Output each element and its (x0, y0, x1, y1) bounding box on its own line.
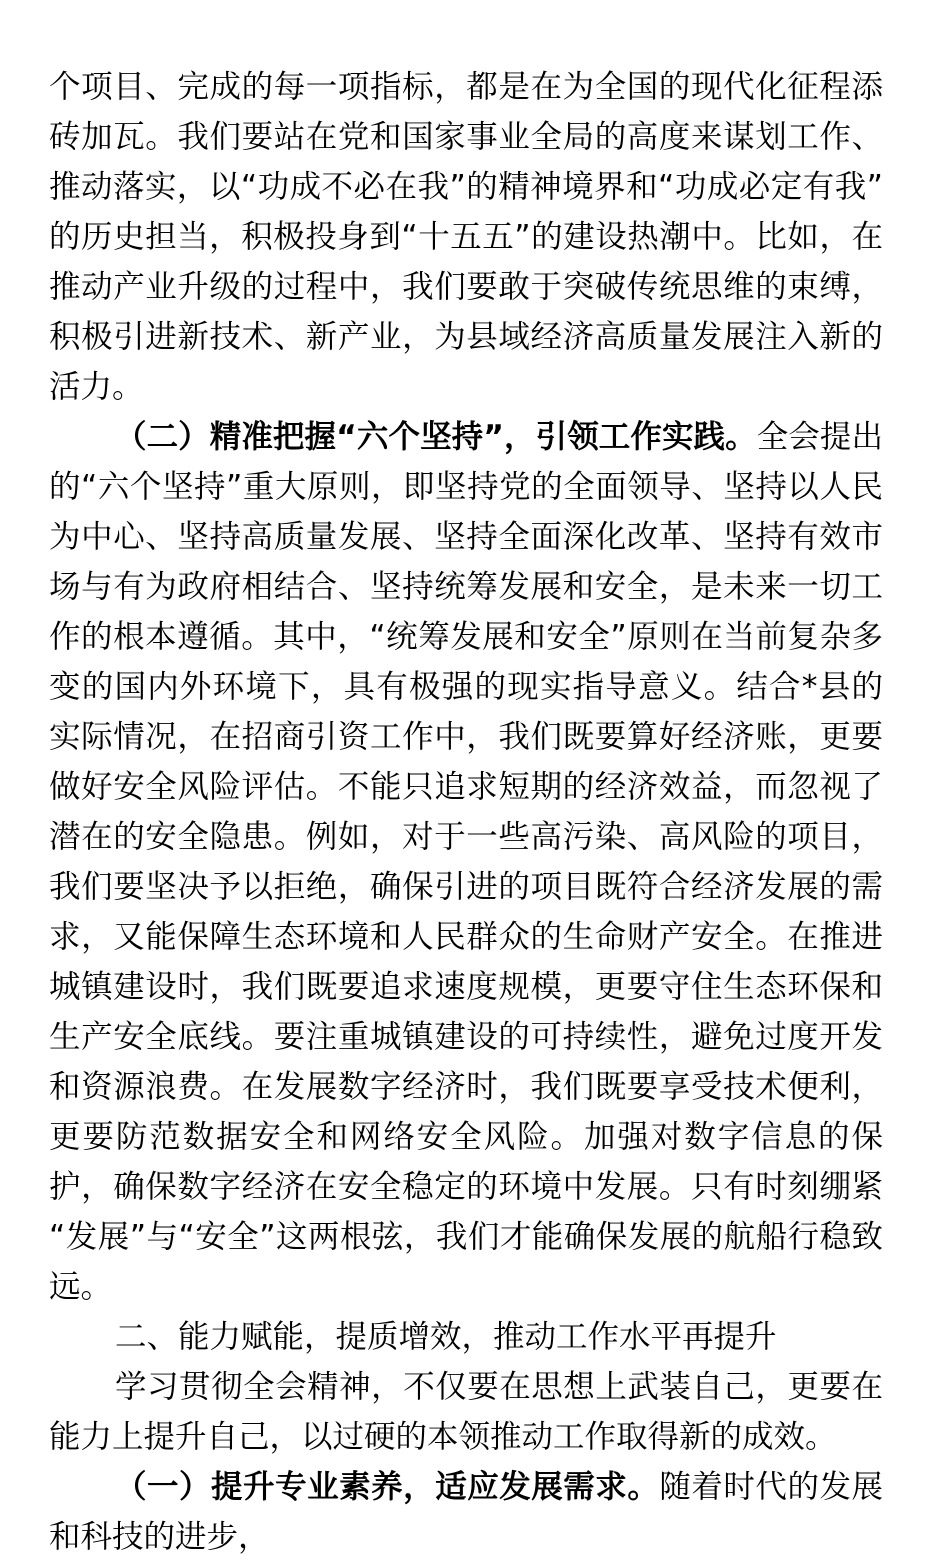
document-text-body (49, 62, 883, 1562)
subheading-lead-one: （一）提升专业素养，适应发展需求。 (115, 1469, 660, 1505)
paragraph-six-adherences (49, 412, 883, 1312)
paragraph-text: 全会提出的“六个坚持”重大原则，即坚持党的全面领导、坚持以人民为中心、坚持高质量发展、坚持全面深化改革、坚持有效市场与有为政府相结合、坚持统筹发展和安全，是未来一切工作的根本遵循。其中，“统筹发展和安全”原则在当前复杂多变的国内外环境下，具有极强的现实指导意义。结合*县的实际情况，在招商引资工作中，我们既要算好经济账，更要做好安全风险评估。不能只追求短期的经济效益，而忽视了潜在的安全隐患。例如，对于一些高污染、高风险的项目，我们要坚决予以拒绝，确保引进的项目既符合经济发展的需求，又能保障生态环境和人民群众的生命财产安全。在推进城镇建设时，我们既要追求速度规模，更要守住生态环保和生产安全底线。要注重城镇建设的可持续性，避免过度开发和资源浪费。在发展数字经济时，我们既要享受技术便利，更要防范数据安全和网络安全风险。加强对数字信息的保护，确保数字经济在安全稳定的环境中发展。只有时刻绷紧“发展”与“安全”这两根弦，我们才能确保发展的航船行稳致远。 (49, 419, 883, 1305)
paragraph-text: 个项目、完成的每一项指标，都是在为全国的现代化征程添砖加瓦。我们要站在党和国家事业全局的高度来谋划工作、推动落实，以“功成不必在我”的精神境界和“功成必定有我”的历史担当，积极投身到“十五五”的建设热潮中。比如，在推动产业升级的过程中，我们要敢于突破传统思维的束缚，积极引进新技术、新产业，为县域经济高质量发展注入新的活力。 (49, 69, 883, 405)
paragraph-text: 学习贯彻全会精神，不仅要在思想上武装自己，更要在能力上提升自己，以过硬的本领推动工作取得新的成效。 (49, 1369, 883, 1455)
subheading-lead-two: （二）精准把握“六个坚持”，引领工作实践。 (115, 419, 757, 455)
section-heading-text: 二、能力赋能，提质增效，推动工作水平再提升 (115, 1319, 777, 1355)
paragraph-text: 随着时代的发展和科技的进步， (49, 1469, 883, 1555)
section-heading-two (49, 1312, 883, 1362)
paragraph-capability-intro (49, 1362, 883, 1462)
paragraph-professional-competence (49, 1462, 883, 1562)
paragraph-continued-modernization (49, 62, 883, 412)
